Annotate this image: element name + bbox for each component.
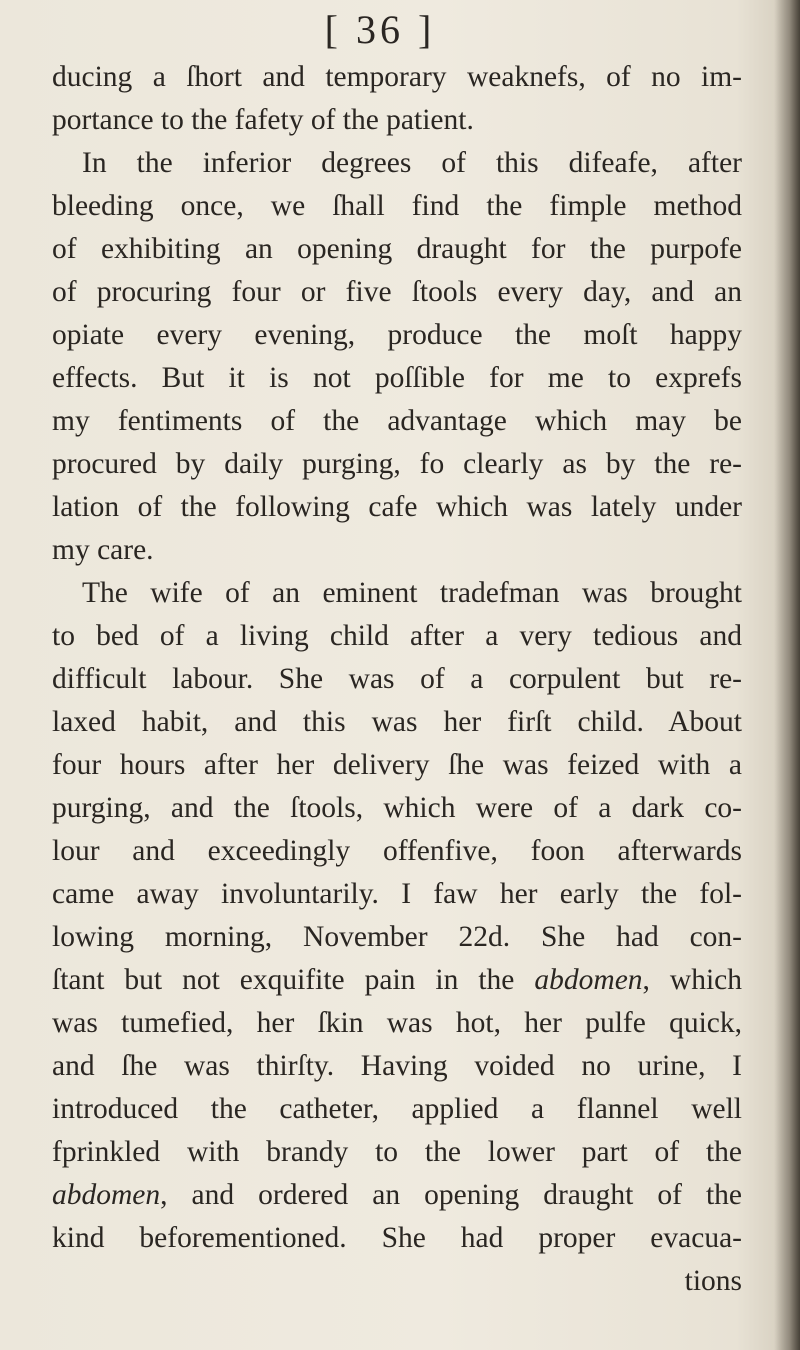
text-line: bleeding once, we ſhall find the fimple method: [52, 190, 742, 222]
text-line: kind beforementioned. She had proper evacua-: [52, 1222, 742, 1254]
text-line: laxed habit, and this was her firſt child. About: [52, 706, 742, 738]
text-line: effects. But it is not poſſible for me to exprefs: [52, 362, 742, 394]
catchword: tions: [684, 1265, 742, 1297]
text-line: lation of the following cafe which was lately under: [52, 491, 742, 523]
page-header: [0, 6, 800, 53]
text-line: ſtant but not exquifite pain in the abdomen, which: [52, 964, 743, 996]
text-line: came away involuntarily. I faw her early the fol-: [52, 878, 742, 910]
italic-term: abdomen: [534, 964, 643, 996]
text-line: opiate every evening, produce the moſt happy: [52, 319, 742, 351]
text-line: portance to the fafety of the patient.: [52, 104, 474, 136]
text-line: introduced the catheter, applied a flannel well: [52, 1093, 742, 1125]
text-line: purging, and the ſtools, which were of a dark co-: [52, 792, 742, 824]
text-line: my care.: [52, 534, 154, 566]
text-line: and ſhe was thirſty. Having voided no urine, I: [52, 1050, 742, 1082]
page-number: [ 36 ]: [324, 7, 436, 52]
text-line: was tumefied, her ſkin was hot, her pulfe quick,: [52, 1007, 742, 1039]
text-line: my fentiments of the advantage which may be: [52, 405, 742, 437]
text-line: ducing a ſhort and temporary weaknefs, of no im-: [52, 61, 742, 93]
text-line: procured by daily purging, fo clearly as by the re-: [52, 448, 742, 480]
page-edge-shadow: [774, 0, 800, 1350]
italic-term: abdomen: [52, 1179, 161, 1211]
text-line: difficult labour. She was of a corpulent but re-: [52, 663, 742, 695]
text-line: four hours after her delivery ſhe was feized with a: [52, 749, 742, 781]
text-line: of exhibiting an opening draught for the purpofe: [52, 233, 742, 265]
text-line: lowing morning, November 22d. She had con-: [52, 921, 742, 953]
text-line: In the inferior degrees of this difeafe, after: [82, 147, 742, 179]
text-line: lour and exceedingly offenfive, foon afterwards: [52, 835, 742, 867]
text-line: of procuring four or five ſtools every day, and an: [52, 276, 742, 308]
body-text: [52, 56, 742, 1303]
text-line: The wife of an eminent tradefman was brought: [82, 577, 742, 609]
text-line: abdomen, and ordered an opening draught of the: [52, 1179, 742, 1211]
text-line: to bed of a living child after a very tedious and: [52, 620, 742, 652]
text-line: fprinkled with brandy to the lower part of the: [52, 1136, 742, 1168]
